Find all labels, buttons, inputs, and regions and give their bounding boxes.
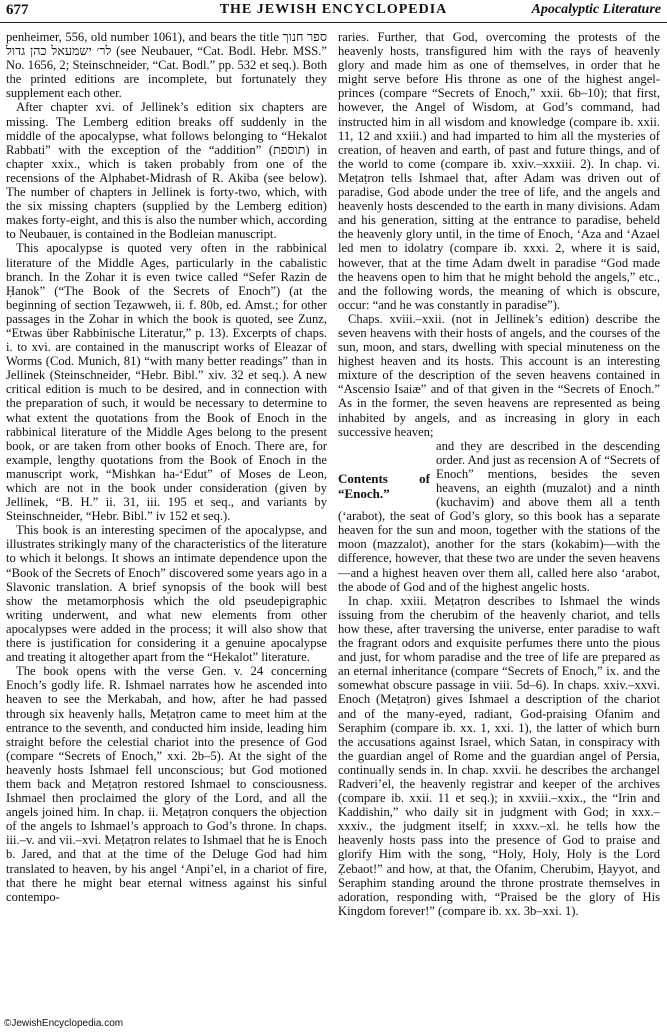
section-title: Apocalyptic Literature: [531, 2, 661, 17]
left-column: [6, 30, 327, 1015]
paragraph: penheimer, 556, old number 1061), and bears the title ספר חנוך לר׳ ישמעאל כהן גדול (see Neubauer, “Cat. Bodl. Hebr. MSS.” No. 1656, 2; Steinschneider, “Cat. Bodl.” pp. 532 et seq.). Both the printed editions are incomplete, but fortunately they supplement each other.: [6, 30, 327, 101]
running-header: [0, 0, 667, 23]
encyclopedia-title: THE JEWISH ENCYCLOPEDIA: [219, 2, 448, 17]
paragraph: and they are described in the descending order. And just as recension A of “Secrets of Enoch” mentions, besides the seven heavens, an eighth (muzalot) and a ninth (kuchavim) and above them all a tenth (‘arabot), the seat of God’s glory, so this book has a separate heaven for the sun and moon, together with the stations of the moon (mazzalot), another for the stars (kokabim)—with the difference, however, that these two are under the seven heavens—and a highest heaven over them all, called here also ‘arabot, the abode of God and of the highest angelic hosts.: [338, 438, 660, 594]
paragraph: This apocalypse is quoted very often in the rabbinical literature of the Middle Ages, particularly in the cabalistic branch. In the Zohar it is even twice called “Sefer Razin de Ḥanok” (“The Book of the Secrets of Enoch”) (at the beginning of section Teẓawweh, ii. f. 80b, ed. Amst.; for other passages in the Zohar in which the book is quoted, see Zunz, “Etwas über Rabbinische Literatur,” p. 13). Excerpts of chaps. i. to xvi. are contained in the manuscript works of Eleazar of Worms (Cod. Munich, 81) “with many better readings” than in Jellinek (Steinschneider, “Hebr. Bibl.” xiv. 32 et seq.). A new critical edition is much to be desired, and in connection with the preparation of such, it would be necessary to determine to what extent the quotations from the Book of Enoch in the rabbinical literature of the Middle Ages belong to the present book, or are taken from other books of Enoch. There are, for example, lengthy quotations from the Book of Enoch in the manuscript work, “Mishkan ha-‘Edut” of Moses de Leon, which are not in the book under consideration (given by Jellinek, “B. H.” ii. 31, iii. 195 et seq., and variants by Steinschneider, “Hebr. Bibl.” iv 152 et seq.).: [6, 241, 327, 524]
paragraph: Chaps. xviii.–xxii. (not in Jellinek’s edition) describe the seven heavens with their hosts of angels, and the courses of the sun, moon, and stars, dwelling with special minuteness on the highest heaven and its hosts. This account is an interesting mixture of the description of the seven heavens contained in “Ascensio Isaiæ” and of that given in the “Secrets of Enoch.” As in the former, the seven heavens are represented as being inhabited by angels, and as increasing in glory in each successive heaven;: [338, 311, 660, 439]
side-heading: Contents of “Enoch.”: [338, 470, 430, 501]
page-number: 677: [6, 2, 29, 18]
paragraph: The book opens with the verse Gen. v. 24 concerning Enoch’s godly life. R. Ishmael narrates how he ascended into heaven to see the Merkabah, and how, after he had passed through six heavenly halls, Meṭaṭron came to meet him at the entrance to the seventh, and conducted him inside, leading him straight before the celestial chariot into the presence of God (compare “Secrets of Enoch,” xxi. 2b–5). At the sight of the heavenly hosts Ishmael fell unconscious; but God motioned them back and Meṭaṭron restored Ishmael to consciousness. Ishmael then proclaimed the glory of the Lord, and all the angels joined him. In chap. ii. Meṭaṭron conquers the objection of the angels to Ishmael’s approach to God’s throne. In chaps. iii.–v. and vii.–xvi. Meṭaṭron relates to Ishmael that he is Enoch b. Jared, and that at the time of the Deluge God had him translated to heaven, by his angel ‘Anpi’el, in a chariot of fire, that there he might bear eternal witness against his sinful contempo-: [6, 664, 327, 904]
paragraph: This book is an interesting specimen of the apocalypse, and illustrates strikingly many of the characteristics of the literature to which it belongs. It shows an intimate dependence upon the “Book of the Secrets of Enoch” discovered some years ago in a Slavonic translation. A brief synopsis of the book will best show the metamorphosis which the old pseudepigraphic writing underwent, and what new elements from other apocalypses were added in the process; it will also show that there is justification for considering it a genuine apocalypse and treating it altogether apart from the “Hekalot” literature.: [6, 523, 327, 665]
copyright-footer: ©JewishEncyclopedia.com: [4, 1018, 124, 1029]
paragraph: In chap. xxiii. Meṭaṭron describes to Ishmael the winds issuing from the cherubim of the heavenly chariot, and tells how these, after traversing the universe, enter paradise to waft the fragrant odors and exquisite perfumes there unto the pious and just, for whom paradise and the tree of life are prepared as an eternal inheritance (compare “Secrets of Enoch,” ix. and the somewhat obscure passage in viii. 5d–6). In chaps. xxiv.–xxvi. Enoch (Meṭaṭron) gives Ishmael a description of the chariot and of the many-eyed, radiant, God-praising Ofanim and Seraphim (compare ib. xx. 1, xxi. 1), the latter of which burn the accusations against Israel, which Satan, in conspiracy with the guardian angel of Rome and the guardian angel of Persia, continually sends in. In chap. xxvii. he describes the archangel Radveri’el, the heavenly registrar and keeper of the archives (compare ib. xxii. 11 et seq.); in xxviii.–xxix., the “Irin and Kaddishin,” who daily sit in judgment with God; in xxx.–xxxiv., the judgment itself; in xxxv.–xl. he tells how the heavenly hosts pass into the presence of God to praise and glorify Him with the song, “Holy, Holy, Holy is the Lord Ẓebaot!” and how, at that, the Ofanim, Cherubim, Ḥayyot, and Seraphim standing around the throne prostrate themselves in adoration, responding with, “Praised be the glory of His Kingdom forever!” (compare ib. xx. 3b–xxi. 1).: [338, 593, 660, 918]
paragraph: After chapter xvi. of Jellinek’s edition six chapters are missing. The Lemberg edition breaks off suddenly in the middle of the apocalypse, what follows belonging to “Hekalot Rabbati” with the exception of the “addition” (תוספת) in chapter xxix., which is taken probably from one of the recensions of the Alphabet-Midrash of R. Akiba (see below). The number of chapters in Jellinek is forty-two, which, with the six missing chapters (supplied by the Lemberg edition) makes forty-eight, and this is also the number which, according to Neubauer, is contained in the Bodleian manuscript.: [6, 100, 327, 242]
right-column: [338, 30, 660, 1015]
paragraph: raries. Further, that God, overcoming the protests of the heavenly hosts, transfigured him with the rays of heavenly glory and made him as one of themselves, in order that he might serve before His throne as one of the highest angel-princes (compare “Secrets of Enoch,” xxii. 6b–10); that first, however, the Angel of Wisdom, at God’s command, had instructed him in all wisdom and knowledge (compare ib. xxii. 11, 12 and xxiii.) and had imparted to him all the mysteries of creation, of heaven and earth, of past and future things, and of the world to come (compare ib. xxiv.–xxxiii. 2). In chap. vi. Meṭaṭron tells Ishmael that, after Adam was driven out of paradise, God abode under the tree of life, and the angels and heavenly hosts descended to the earth in many divisions. Adam and his generation, sitting at the entrance to paradise, beheld the heavenly glory until, in the time of Enoch, ‘Aza and ‘Azael led men to idolatry (compare ib. xxxi. 2, where it is said, however, that at the time Adam dwelt in paradise “God made the heavens open to him that he might behold the angels,” etc., and the following words, the meaning of which is obscure, occur: “and he was constantly in paradise”).: [338, 30, 660, 312]
